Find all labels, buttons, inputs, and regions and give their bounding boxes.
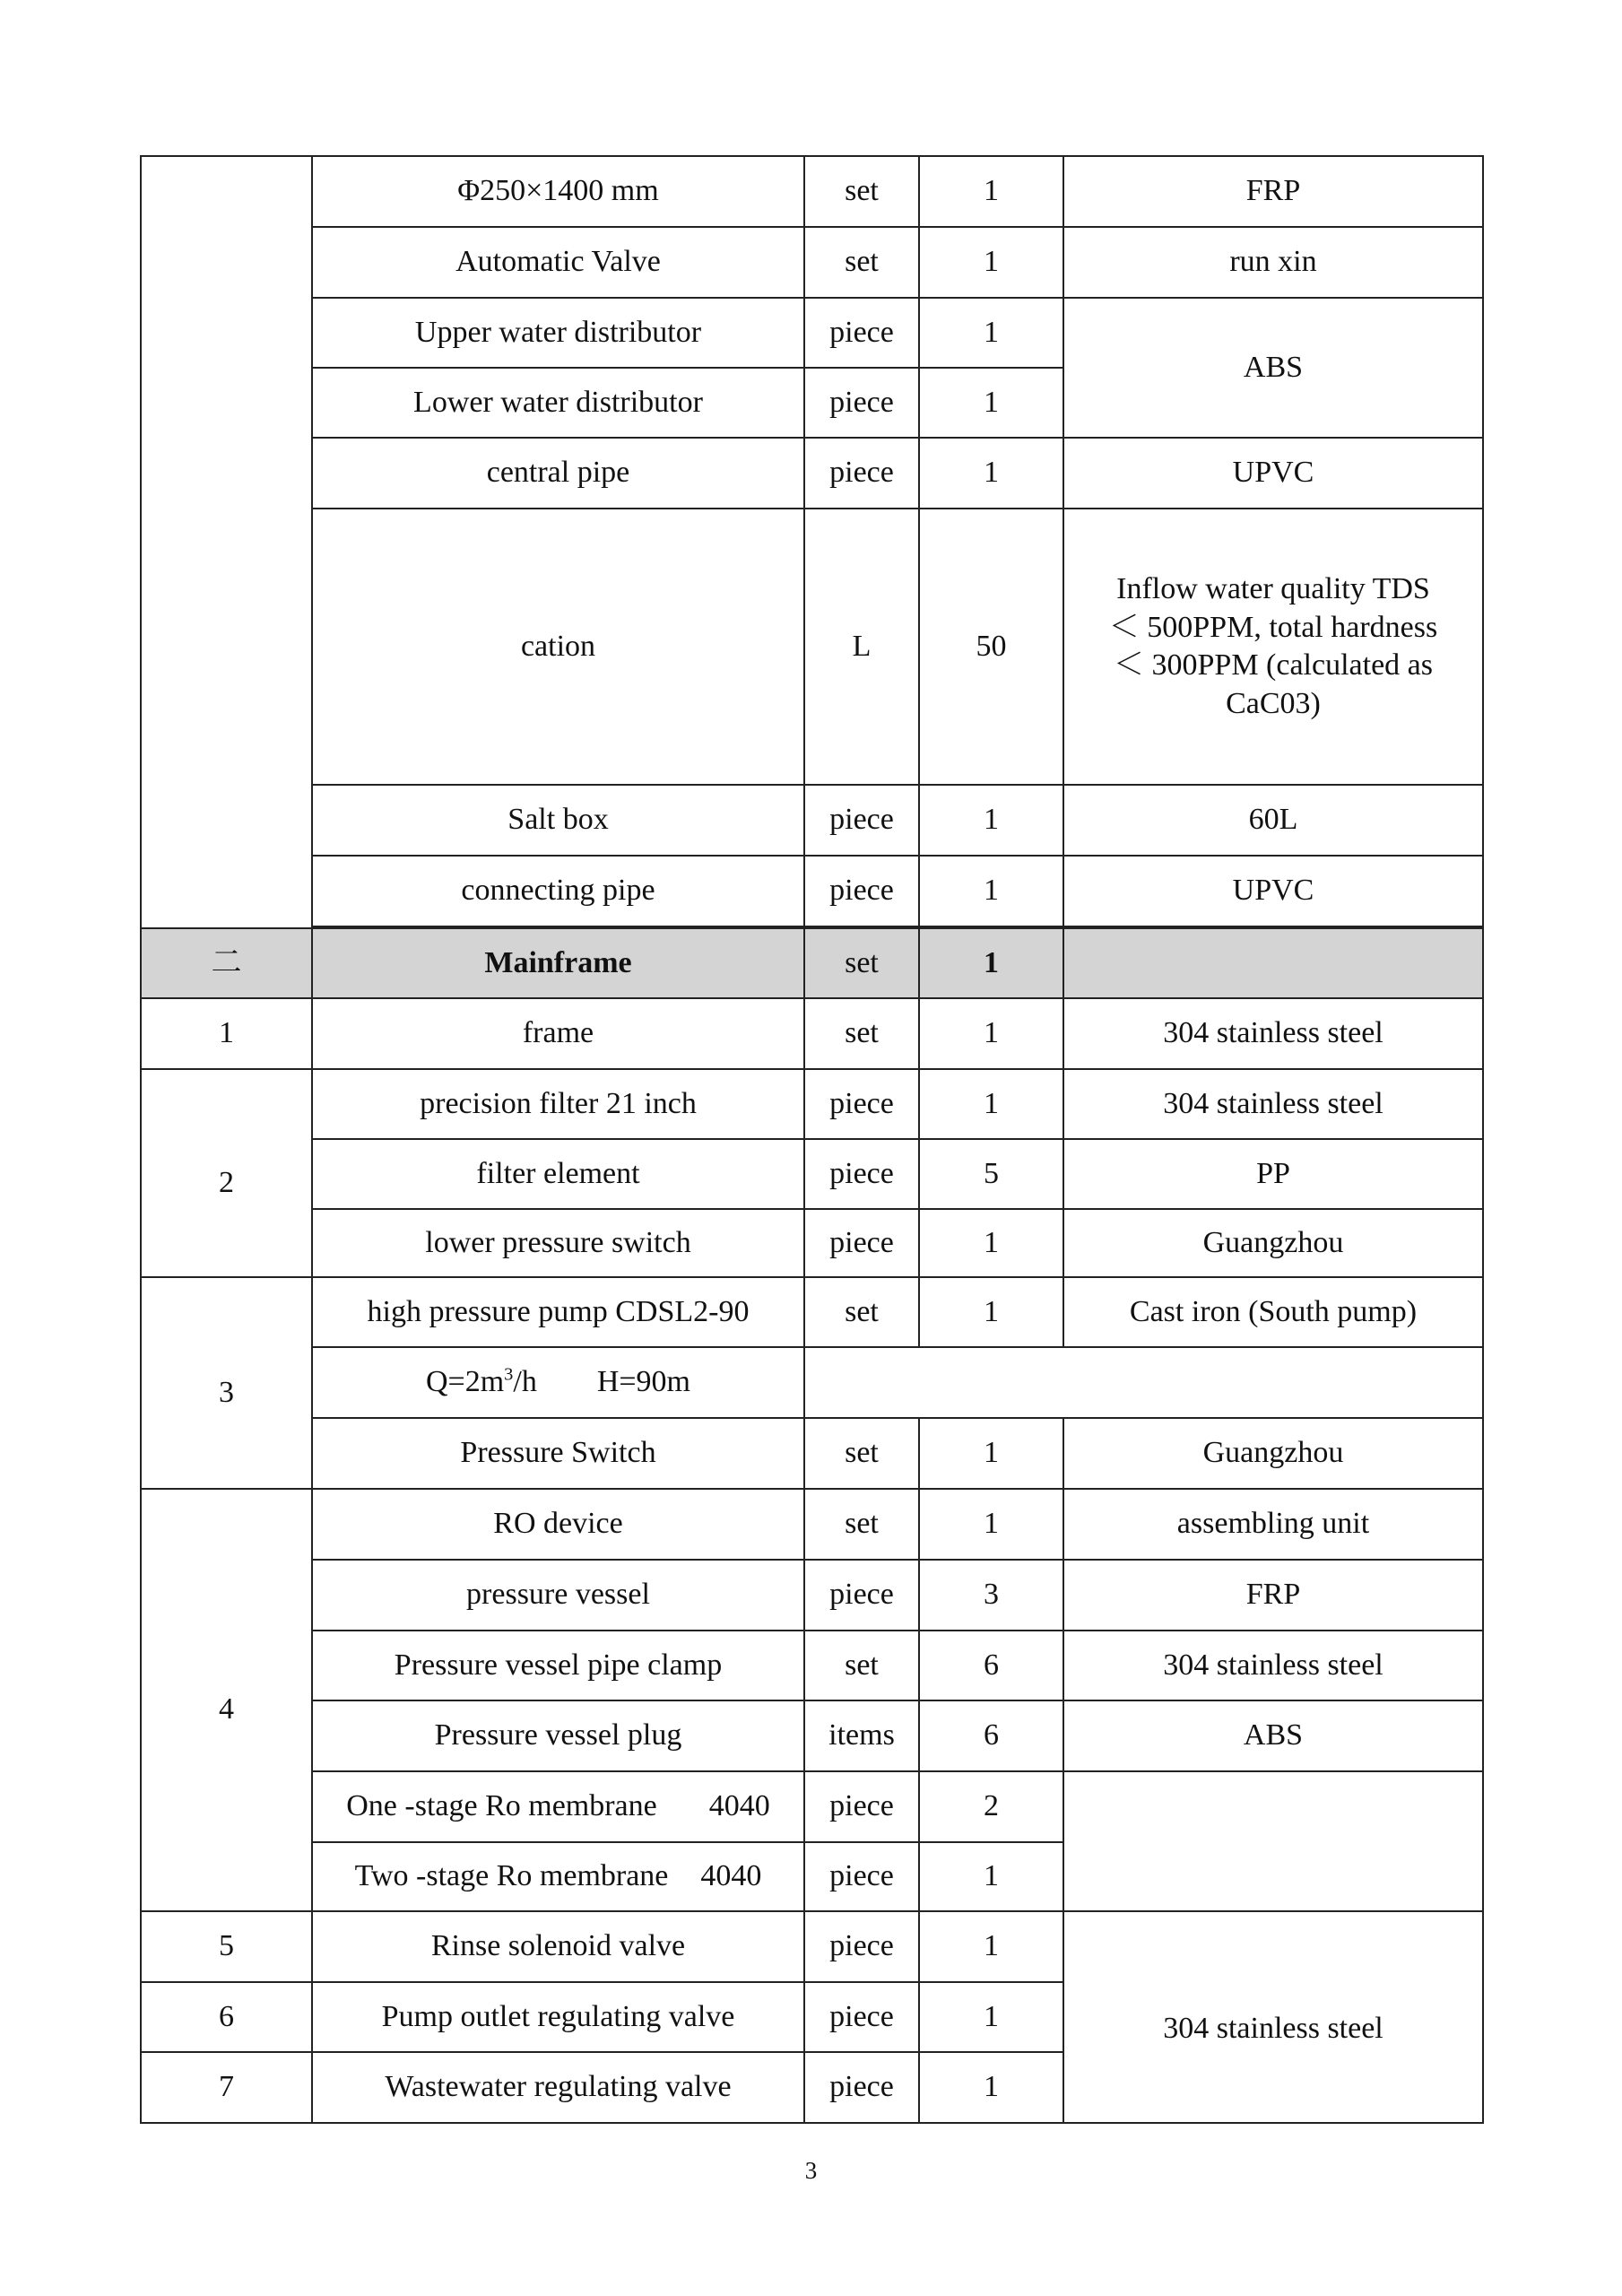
- item-unit: piece: [804, 368, 919, 438]
- item-qty: 1: [919, 1842, 1063, 1911]
- table-row: [141, 1489, 1483, 1560]
- pump-spec: [312, 1347, 804, 1418]
- item-remark: 304 stainless steel: [1063, 998, 1483, 1069]
- item-remark: Guangzhou: [1063, 1418, 1483, 1489]
- item-name: Rinse solenoid valve: [312, 1911, 804, 1982]
- item-qty: 1: [919, 1489, 1063, 1560]
- item-remark: ABS: [1063, 298, 1483, 438]
- item-unit: piece: [804, 856, 919, 926]
- item-name: Two -stage Ro membrane 4040: [312, 1842, 804, 1911]
- item-qty: 50: [919, 509, 1063, 785]
- item-name: pressure vessel: [312, 1560, 804, 1631]
- item-remark: ABS: [1063, 1700, 1483, 1771]
- pump-flow: $Q=2m^3/h$: [425, 1364, 537, 1399]
- item-name: frame: [312, 998, 804, 1069]
- item-qty: 1: [919, 1418, 1063, 1489]
- section-name: Mainframe: [312, 928, 804, 998]
- item-unit: piece: [804, 438, 919, 509]
- table-row: [141, 509, 1483, 785]
- membrane-model: 4040: [700, 1859, 762, 1893]
- table-row: [141, 1209, 1483, 1277]
- item-unit: set: [804, 1277, 919, 1347]
- pump-head: H=90m: [596, 1365, 691, 1399]
- item-no: 5: [141, 1911, 312, 1982]
- item-no: 3: [141, 1277, 312, 1489]
- item-name: Wastewater regulating valve: [312, 2052, 804, 2123]
- table-row: [141, 438, 1483, 509]
- blank-cell: [804, 1347, 1483, 1418]
- section-remark: [1063, 928, 1483, 998]
- item-unit: piece: [804, 1560, 919, 1631]
- item-unit: set: [804, 1631, 919, 1700]
- item-qty: 6: [919, 1631, 1063, 1700]
- item-name: lower pressure switch: [312, 1209, 804, 1277]
- no-cell-blank: [141, 156, 312, 928]
- item-no: 2: [141, 1069, 312, 1277]
- item-unit: piece: [804, 785, 919, 856]
- item-unit: piece: [804, 2052, 919, 2123]
- table-row: [141, 1139, 1483, 1209]
- item-qty: 5: [919, 1139, 1063, 1209]
- page-number: 3: [804, 2157, 818, 2184]
- item-qty: 1: [919, 785, 1063, 856]
- item-qty: 1: [919, 156, 1063, 227]
- item-remark: FRP: [1063, 156, 1483, 227]
- table-row: [141, 1631, 1483, 1700]
- item-remark: 304 stainless steel: [1063, 1631, 1483, 1700]
- item-qty: 2: [919, 1771, 1063, 1842]
- item-name: filter element: [312, 1139, 804, 1209]
- item-name: precision filter 21 inch: [312, 1069, 804, 1139]
- remark-line: CaC03): [1226, 686, 1321, 720]
- item-name: connecting pipe: [312, 856, 804, 926]
- item-qty: 6: [919, 1700, 1063, 1771]
- item-name: cation: [312, 509, 804, 785]
- table-row: [141, 856, 1483, 926]
- item-qty: 1: [919, 1911, 1063, 1982]
- item-no: 1: [141, 998, 312, 1069]
- item-remark: PP: [1063, 1139, 1483, 1209]
- table-row: [141, 1911, 1483, 1982]
- table-row: [141, 1700, 1483, 1771]
- table-row: [141, 298, 1483, 368]
- item-qty: 1: [919, 998, 1063, 1069]
- item-qty: 1: [919, 1209, 1063, 1277]
- membrane-model: 4040: [708, 1789, 770, 1823]
- item-remark: Cast iron (South pump): [1063, 1277, 1483, 1347]
- item-name: high pressure pump CDSL2-90: [312, 1277, 804, 1347]
- item-name: Upper water distributor: [312, 298, 804, 368]
- item-unit: piece: [804, 1209, 919, 1277]
- item-qty: 1: [919, 1277, 1063, 1347]
- item-name: Lower water distributor: [312, 368, 804, 438]
- item-name: Pressure Switch: [312, 1418, 804, 1489]
- item-unit: piece: [804, 1911, 919, 1982]
- item-name: Φ250×1400 mm: [312, 156, 804, 227]
- item-unit: L: [804, 509, 919, 785]
- remark-line: Inflow water quality TDS: [1116, 572, 1430, 605]
- item-unit: piece: [804, 1069, 919, 1139]
- item-name: Automatic Valve: [312, 227, 804, 298]
- item-qty: 1: [919, 227, 1063, 298]
- item-name: Pressure vessel plug: [312, 1700, 804, 1771]
- item-unit: piece: [804, 1139, 919, 1209]
- item-name: Pump outlet regulating valve: [312, 1982, 804, 2052]
- item-remark: UPVC: [1063, 438, 1483, 509]
- equipment-table: [140, 155, 1484, 2124]
- table-row: [141, 156, 1483, 227]
- item-qty: 3: [919, 1560, 1063, 1631]
- section-unit: set: [804, 928, 919, 998]
- section-row: [141, 928, 1483, 998]
- item-remark: [1063, 509, 1483, 785]
- item-unit: piece: [804, 1982, 919, 2052]
- table-row: [141, 1069, 1483, 1139]
- table-row: [141, 227, 1483, 298]
- item-unit: piece: [804, 1771, 919, 1842]
- table-row: [141, 1277, 1483, 1347]
- item-remark: 304 stainless steel: [1063, 1069, 1483, 1139]
- item-no: 6: [141, 1982, 312, 2052]
- table-row: [141, 1560, 1483, 1631]
- item-remark: 60L: [1063, 785, 1483, 856]
- item-remark: 304 stainless steel: [1063, 1911, 1483, 2123]
- item-name: central pipe: [312, 438, 804, 509]
- remark-line: ＜ 500PPM, total hardness: [1108, 610, 1438, 644]
- item-unit: set: [804, 227, 919, 298]
- item-qty: 1: [919, 1069, 1063, 1139]
- section-no: 二: [141, 928, 312, 998]
- item-no: 4: [141, 1489, 312, 1911]
- item-qty: 1: [919, 2052, 1063, 2123]
- item-name: One -stage Ro membrane 4040: [312, 1771, 804, 1842]
- item-remark: run xin: [1063, 227, 1483, 298]
- item-remark-blank: [1063, 1771, 1483, 1911]
- item-no: 7: [141, 2052, 312, 2123]
- item-unit: piece: [804, 298, 919, 368]
- item-name: Pressure vessel pipe clamp: [312, 1631, 804, 1700]
- remark-line: ＜ 300PPM (calculated as: [1114, 648, 1433, 682]
- item-qty: 1: [919, 438, 1063, 509]
- table-row: [141, 998, 1483, 1069]
- item-unit: set: [804, 1489, 919, 1560]
- item-remark: assembling unit: [1063, 1489, 1483, 1560]
- table-row: [141, 1418, 1483, 1489]
- item-name: Salt box: [312, 785, 804, 856]
- item-qty: 1: [919, 1982, 1063, 2052]
- item-unit: piece: [804, 1842, 919, 1911]
- item-name: RO device: [312, 1489, 804, 1560]
- item-remark: Guangzhou: [1063, 1209, 1483, 1277]
- item-unit: set: [804, 1418, 919, 1489]
- section-qty: 1: [919, 928, 1063, 998]
- item-unit: set: [804, 998, 919, 1069]
- item-qty: 1: [919, 368, 1063, 438]
- item-unit: set: [804, 156, 919, 227]
- item-qty: 1: [919, 298, 1063, 368]
- item-qty: 1: [919, 856, 1063, 926]
- table-row: [141, 1347, 1483, 1418]
- table-row: [141, 785, 1483, 856]
- item-remark: UPVC: [1063, 856, 1483, 926]
- table-row: [141, 1771, 1483, 1842]
- item-unit: items: [804, 1700, 919, 1771]
- item-remark: FRP: [1063, 1560, 1483, 1631]
